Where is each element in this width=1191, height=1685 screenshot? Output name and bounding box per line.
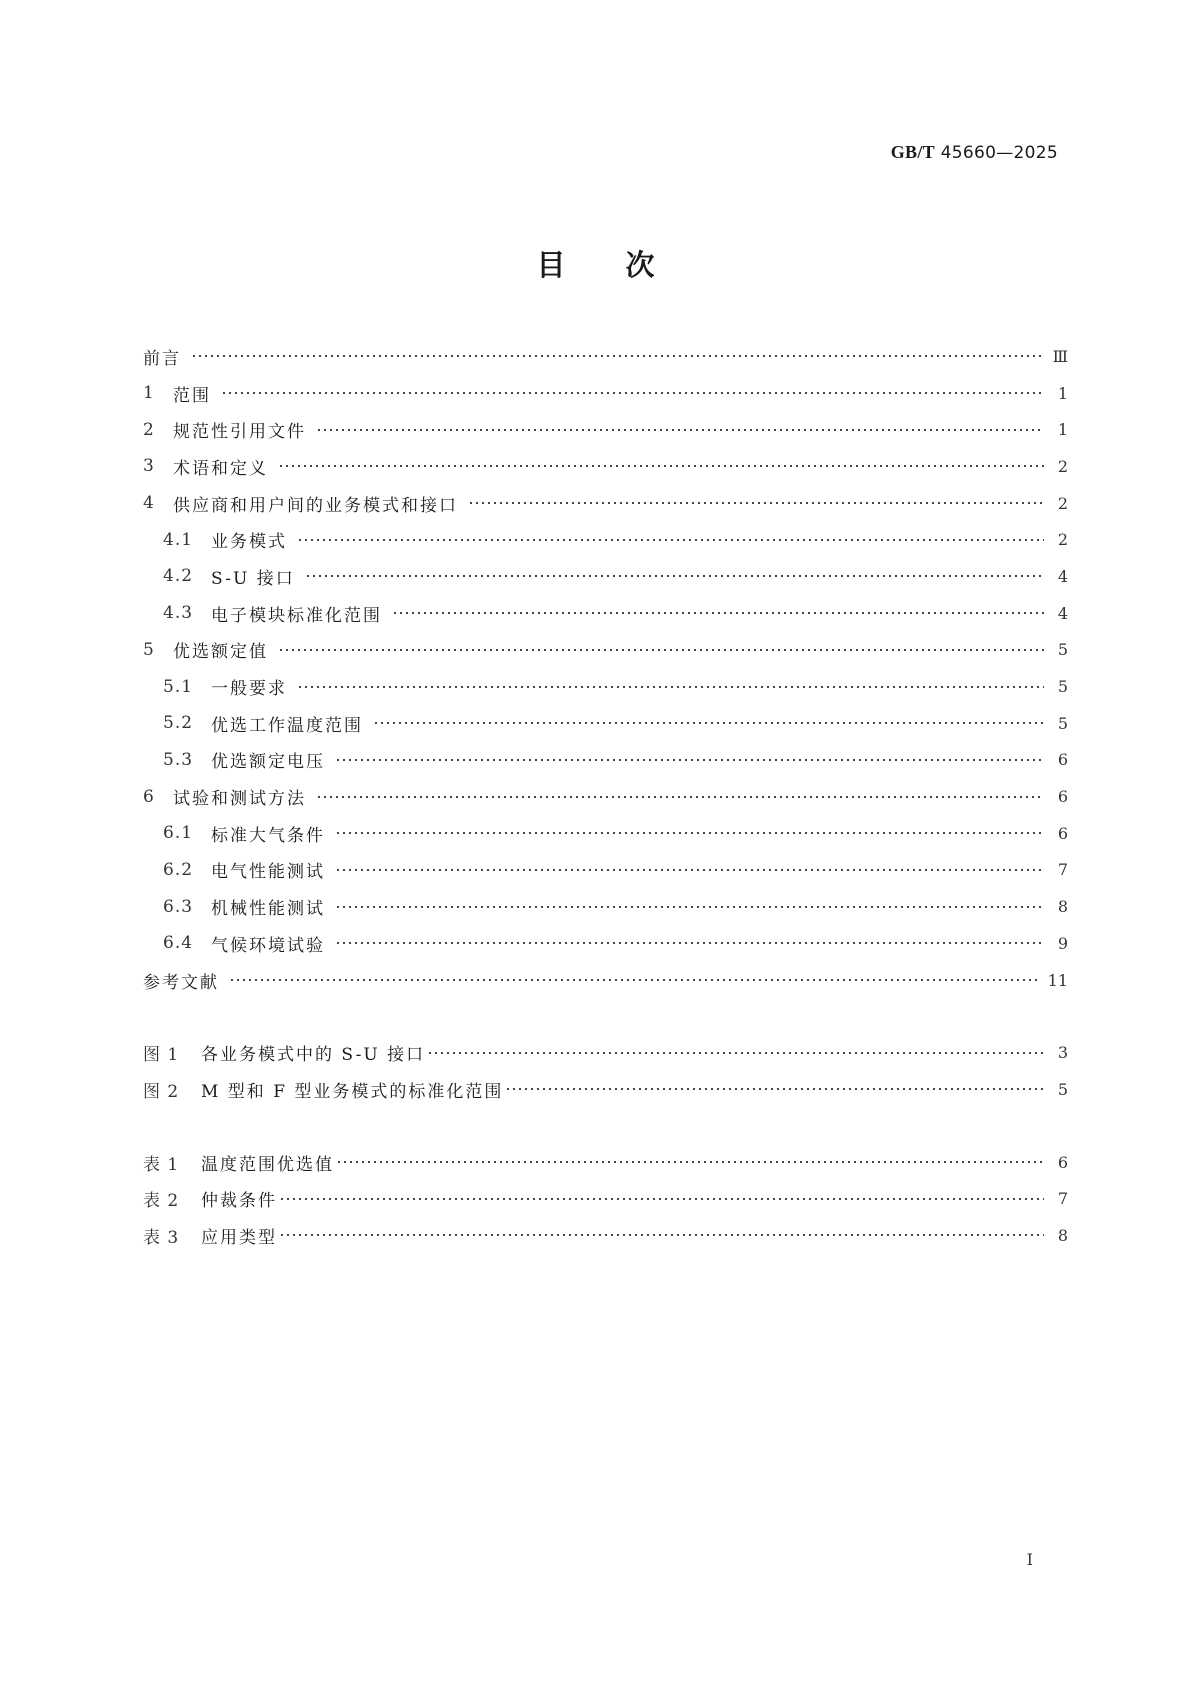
toc-entry-page-number: 5 [1057, 640, 1068, 660]
toc-entry[interactable] [143, 962, 1068, 999]
dot-leader [297, 681, 1044, 693]
toc-entry-page-number: 7 [1057, 860, 1068, 880]
toc-figures [143, 1034, 1068, 1107]
toc-entry-label: 标准大气条件 [211, 825, 325, 846]
table-entry-page-number: 6 [1057, 1152, 1068, 1172]
toc-entry[interactable] [143, 558, 1068, 595]
toc-tables [143, 1144, 1068, 1254]
table-entry[interactable] [143, 1180, 1068, 1217]
toc-entry-label: 优选额定电压 [211, 752, 325, 773]
toc-entry-label: 规范性引用文件 [173, 422, 306, 443]
toc-entry-page-number: 5 [1057, 677, 1068, 697]
toc-entry-label: 气候环境试验 [211, 935, 325, 956]
dot-leader [221, 387, 1044, 399]
toc-entry-label: 范围 [173, 385, 211, 406]
table-entry-label: 温度范围优选值 [201, 1154, 334, 1175]
dot-leader [335, 827, 1044, 839]
dot-leader [335, 754, 1044, 766]
dot-leader [373, 717, 1044, 729]
toc-entry-number: 6 [143, 786, 155, 807]
figure-entry-label: 各业务模式中的 S-U 接口 [201, 1045, 426, 1066]
toc-entry-number: 5.3 [163, 749, 194, 770]
toc-entry[interactable] [143, 815, 1068, 852]
toc-entry[interactable] [143, 742, 1068, 779]
document-code-number: 45660—2025 [940, 143, 1058, 163]
dot-leader [297, 534, 1044, 546]
toc-entry-label: 术语和定义 [173, 458, 268, 479]
toc-entry[interactable] [143, 448, 1068, 485]
toc-entry[interactable] [143, 411, 1068, 448]
toc-entry[interactable] [143, 338, 1068, 375]
table-entry-number: 表 1 [143, 1154, 180, 1175]
toc-entry-page-number: 6 [1057, 787, 1068, 807]
dot-leader [316, 424, 1044, 436]
toc-entry-number: 1 [143, 383, 155, 404]
figure-entry-label: M 型和 F 型业务模式的标准化范围 [201, 1081, 504, 1102]
dot-leader [336, 1156, 1044, 1168]
toc-entry-number: 2 [143, 419, 155, 440]
dot-leader [305, 570, 1044, 582]
dot-leader [335, 937, 1044, 949]
toc-entry-number: 4.3 [163, 603, 194, 624]
toc-entry-number: 4 [143, 493, 155, 514]
dot-leader [392, 607, 1044, 619]
figure-entry-page-number: 5 [1057, 1079, 1068, 1099]
dot-leader [229, 974, 1038, 986]
toc-entry[interactable] [143, 925, 1068, 962]
toc-entry-number: 5.2 [163, 713, 194, 734]
toc-gap [143, 998, 1068, 1034]
dot-leader [468, 497, 1044, 509]
toc-entry-page-number: 1 [1057, 383, 1068, 403]
toc-entry-page-number: 4 [1057, 566, 1068, 586]
toc-entry-page-number: 9 [1057, 933, 1068, 953]
toc-entry-label: S-U 接口 [211, 568, 295, 589]
toc-entry-page-number: 4 [1057, 603, 1068, 623]
document-code-prefix: GB/T [890, 142, 935, 162]
toc-entry-label: 参考文献 [143, 972, 219, 993]
dot-leader [279, 1229, 1044, 1241]
toc-entry-number: 5.1 [163, 676, 194, 697]
dot-leader [278, 644, 1044, 656]
toc-entry-label: 优选工作温度范围 [211, 715, 363, 736]
dot-leader [278, 460, 1044, 472]
toc-entry-number: 4.1 [163, 529, 194, 550]
toc-entry-page-number: 2 [1057, 530, 1068, 550]
table-entry-label: 仲裁条件 [201, 1191, 277, 1212]
table-of-contents [143, 338, 1068, 1254]
toc-entry-number: 4.2 [163, 566, 194, 587]
dot-leader [427, 1047, 1044, 1059]
toc-entry-label: 电子模块标准化范围 [211, 605, 382, 626]
toc-entry[interactable] [143, 595, 1068, 632]
dot-leader [316, 791, 1044, 803]
toc-entry-page-number: 2 [1057, 456, 1068, 476]
toc-entry[interactable] [143, 375, 1068, 412]
toc-entry[interactable] [143, 668, 1068, 705]
dot-leader [279, 1193, 1044, 1205]
table-entry-page-number: 7 [1057, 1189, 1068, 1209]
toc-entry[interactable] [143, 852, 1068, 889]
toc-entry-label: 机械性能测试 [211, 899, 325, 920]
table-entry[interactable] [143, 1217, 1068, 1254]
page-folio: I [1026, 1550, 1033, 1569]
toc-entry[interactable] [143, 778, 1068, 815]
figure-entry-number: 图 2 [143, 1081, 180, 1102]
figure-entry-number: 图 1 [143, 1045, 180, 1066]
toc-entry[interactable] [143, 888, 1068, 925]
table-entry-number: 表 2 [143, 1191, 180, 1212]
toc-entry-label: 试验和测试方法 [173, 789, 306, 810]
dot-leader [335, 901, 1044, 913]
toc-entry-label: 业务模式 [211, 532, 287, 553]
toc-entry-page-number: 6 [1057, 823, 1068, 843]
dot-leader [335, 864, 1044, 876]
toc-title: 目次 [536, 248, 715, 282]
document-code [891, 142, 1058, 163]
toc-entry-label: 电气性能测试 [211, 862, 325, 883]
toc-entry-number: 6.2 [163, 859, 194, 880]
dot-leader [505, 1083, 1044, 1095]
toc-entry-page-number: 1 [1057, 420, 1068, 440]
toc-entry-label: 前言 [143, 348, 181, 369]
toc-entry[interactable] [143, 705, 1068, 742]
toc-entry[interactable] [143, 632, 1068, 669]
figure-entry[interactable] [143, 1034, 1068, 1071]
toc-entry-page-number: 6 [1057, 750, 1068, 770]
toc-entry-label: 供应商和用户间的业务模式和接口 [173, 495, 458, 516]
toc-gap [143, 1108, 1068, 1144]
table-entry-label: 应用类型 [201, 1227, 277, 1248]
toc-entry[interactable] [143, 485, 1068, 522]
toc-entry-page-number: 8 [1057, 897, 1068, 917]
toc-entry-label: 优选额定值 [173, 642, 268, 663]
dot-leader [191, 350, 1043, 362]
toc-entry-page-number: 2 [1057, 493, 1068, 513]
table-entry-number: 表 3 [143, 1227, 180, 1248]
toc-entry-number: 5 [143, 639, 155, 660]
figure-entry-page-number: 3 [1057, 1043, 1068, 1063]
toc-sections [143, 338, 1068, 998]
table-entry-page-number: 8 [1057, 1225, 1068, 1245]
toc-entry-number: 6.3 [163, 896, 194, 917]
toc-entry-page-number: Ⅲ [1052, 346, 1068, 366]
toc-entry-page-number: 5 [1057, 713, 1068, 733]
toc-entry-number: 3 [143, 456, 155, 477]
toc-entry-number: 6.4 [163, 933, 194, 954]
toc-entry-label: 一般要求 [211, 679, 287, 700]
toc-entry[interactable] [143, 521, 1068, 558]
toc-entry-page-number: 11 [1047, 970, 1068, 990]
toc-entry-number: 6.1 [163, 823, 194, 844]
table-entry[interactable] [143, 1144, 1068, 1181]
figure-entry[interactable] [143, 1071, 1068, 1108]
